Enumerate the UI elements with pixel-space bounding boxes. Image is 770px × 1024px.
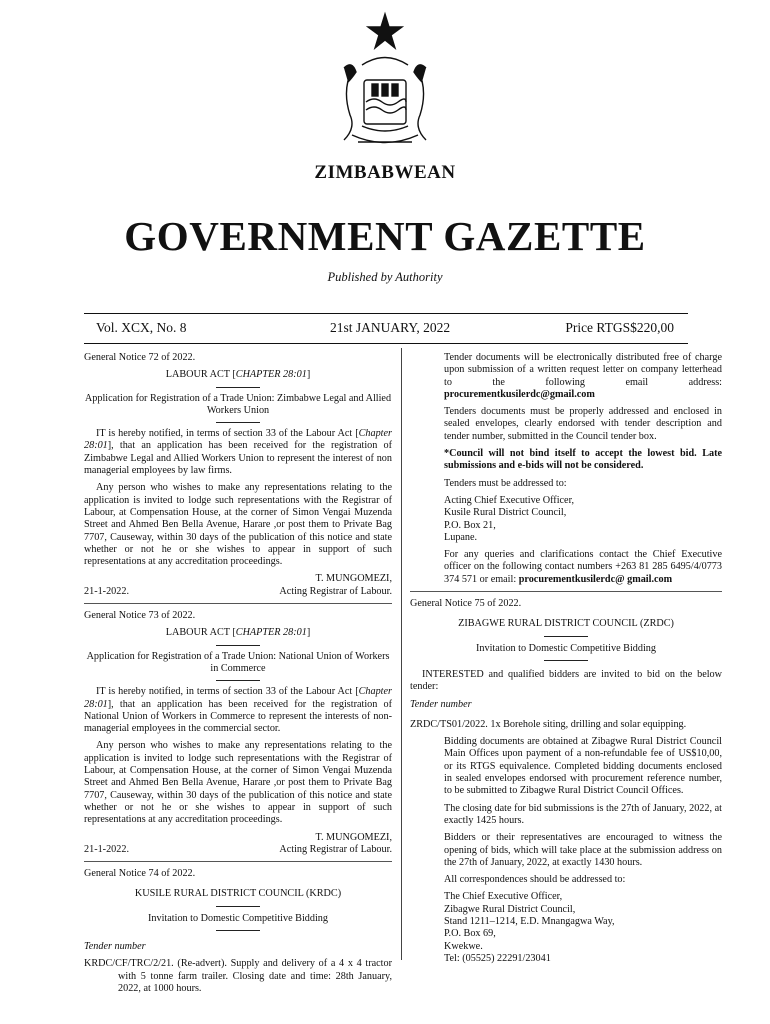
published-by-line: Published by Authority <box>327 270 443 284</box>
sign-title: Acting Registrar of Labour. <box>279 843 392 855</box>
right-column <box>410 352 722 970</box>
notice-74-part-1 <box>84 868 392 995</box>
address-line: Stand 1211–1214, E.D. Mnangagwa Way, <box>444 915 615 927</box>
act-suffix: ] <box>306 369 311 381</box>
left-column <box>84 352 392 1000</box>
council-name: KUSILE RURAL DISTRICT COUNCIL (KRDC) <box>134 888 342 900</box>
address-line: P.O. Box 21, <box>444 519 496 531</box>
masthead-rule-bottom <box>84 343 688 344</box>
invitation-title: Invitation to Domestic Competitive Bidding <box>476 642 656 654</box>
act-title <box>84 369 392 381</box>
notice-heading: General Notice 73 of 2022. <box>84 610 196 622</box>
address-line: P.O. Box 69, <box>444 928 496 940</box>
address-line: Zibagwe Rural District Council, <box>444 903 576 915</box>
para-chapter: Chapter 28:01 <box>84 428 392 452</box>
submission-paragraph: Tenders documents must be properly addressed and enclosed in sealed envelopes, clearly endorsed with tender description and tender number, submitted in the Council tender box. <box>444 406 722 442</box>
tender-item: KRDC/CF/TRC/2/21. (Re-advert). Supply and delivery of a 4 x 4 tractor with 5 tonne farm trailer. Closing date and time: 28th January, 2022, at 1000 hours. <box>84 958 392 994</box>
act-suffix: ] <box>306 627 311 639</box>
council-name: ZIBAGWE RURAL DISTRICT COUNCIL (ZRDC) <box>458 618 674 630</box>
act-prefix: LABOUR ACT [ <box>165 369 236 381</box>
notice-72 <box>84 352 392 598</box>
council-disclaimer: *Council will not bind itself to accept the lowest bid. Late submissions and e-bids will not be considered. <box>444 448 722 472</box>
address-intro: All correspondences should be addressed to: <box>444 874 626 886</box>
address-block <box>444 495 722 544</box>
address-line: Kwekwe. <box>444 940 483 952</box>
masthead-rule-top <box>84 313 688 314</box>
address-intro: Tenders must be addressed to: <box>444 477 567 489</box>
act-chapter: CHAPTER 28:01 <box>235 369 307 381</box>
para-chapter: Chapter 28:01 <box>84 686 392 710</box>
address-line: The Chief Executive Officer, <box>444 891 563 903</box>
short-rule <box>216 387 260 388</box>
notice-paragraph <box>84 686 392 735</box>
signatory-name: T. MUNGOMEZI, <box>315 573 392 585</box>
notice-73 <box>84 610 392 856</box>
queries-text: For any queries and clarifications contact the Chief Executive officer on the following contact numbers +263 81 285 6495/4/0773 374 571 or email: <box>444 549 722 585</box>
country-name: ZIMBABWEAN <box>314 162 456 183</box>
zimbabwe-coat-of-arms-icon <box>322 10 448 158</box>
short-rule <box>216 906 260 907</box>
short-rule <box>216 422 260 423</box>
queries-email: procurementkusilerdc@ gmail.com <box>518 573 673 585</box>
para-prefix: IT is hereby notified, in terms of section 33 of the Labour Act [ <box>96 686 359 698</box>
volume-number: Vol. XCX, No. 8 <box>96 320 187 335</box>
invitation-title: Invitation to Domestic Competitive Bidding <box>148 912 328 924</box>
tender-label: Tender number <box>84 940 146 952</box>
sign-date: 21-1-2022. <box>84 585 129 597</box>
notice-subject: Application for Registration of a Trade Union: National Union of Workers in Commerce <box>86 650 390 674</box>
address-line: Acting Chief Executive Officer, <box>444 494 575 506</box>
para-prefix: IT is hereby notified, in terms of section 33 of the Labour Act [ <box>96 428 359 440</box>
signature-row <box>84 586 392 598</box>
tender-docs-paragraph <box>444 352 722 401</box>
tender-item: ZRDC/TS01/2022. 1x Borehole siting, drilling and solar equipping. <box>410 718 687 730</box>
notice-heading: General Notice 72 of 2022. <box>84 352 196 363</box>
notice-subject: Application for Registration of a Trade Union: Zimbabwe Legal and Allied Workers Union <box>84 392 392 416</box>
notice-paragraph: Any person who wishes to make any representations relating to the application is invited to lodge such representations with the Registrar of Labour, at Compensation House, at the corner of Simon Vengai Muzenda Street and Ahmed Ben Bella Avenue, Harare ,or post them to Private Bag 7707, Causeway, within 30 days of the publication of this notice and state whether or not he or she wishes to appear in support of such representations at any accreditation proceedings. <box>84 482 392 568</box>
para-rest: ], that an application has been received for the registration of National Union of Workers in Commerce to represent the interests of non-managerial employees in the commercial sector. <box>84 698 392 735</box>
notice-heading: General Notice 75 of 2022. <box>410 598 522 610</box>
notice-separator <box>84 861 392 862</box>
notice-paragraph <box>84 428 392 477</box>
contact-email: procurementkusilerdc@gmail.com <box>444 388 595 400</box>
issue-date: 21st JANUARY, 2022 <box>330 320 451 335</box>
address-line: Tel: (05525) 22291/23041 <box>444 952 551 964</box>
short-rule <box>216 930 260 931</box>
short-rule <box>544 660 588 661</box>
notice-74-part-2 <box>410 352 722 586</box>
column-divider <box>401 348 402 960</box>
act-chapter: CHAPTER 28:01 <box>235 627 307 639</box>
sign-title: Acting Registrar of Labour. <box>279 585 392 597</box>
closing-date-paragraph: The closing date for bid submissions is the 27th of January, 2022, at exactly 1425 hours. <box>444 802 722 826</box>
issue-price: Price RTGS$220,00 <box>565 320 674 335</box>
address-block <box>444 891 722 965</box>
tender-label: Tender number <box>410 698 472 710</box>
notice-separator <box>84 603 392 604</box>
sign-date: 21-1-2022. <box>84 843 129 855</box>
notice-75 <box>410 598 722 965</box>
notice-heading: General Notice 74 of 2022. <box>84 868 196 880</box>
notice-paragraph: Any person who wishes to make any representations relating to the application is invited to lodge such representations with the Registrar of Labour, at Compensation House, at the corner of Simon Vengai Muzenda Street and Ahmed Ben Bella Avenue, Harare ,or post them to Private Bag 7707, Causeway, within 30 days of the publication of this notice and state whether or not he or she wishes to appear in support of such representations at any accreditation proceedings. <box>84 740 392 826</box>
intro-paragraph: INTERESTED and qualified bidders are invited to bid on the below tender: <box>410 668 722 693</box>
address-line: Lupane. <box>444 531 478 543</box>
signatory-name: T. MUNGOMEZI, <box>315 831 392 843</box>
act-prefix: LABOUR ACT [ <box>165 627 236 639</box>
docs-text: Tender documents will be electronically distributed free of charge upon submission of a written request letter on company letterhead to the following email address: <box>444 352 722 388</box>
tender-details <box>410 736 722 965</box>
short-rule <box>216 645 260 646</box>
para-rest: ], that an application has been received for the registration of Zimbabwe Legal and Allied Workers Union to represent the interest of non managerial employees by law firms. <box>84 440 392 477</box>
notice-separator <box>410 591 722 592</box>
bid-opening-paragraph: Bidders or their representatives are encouraged to witness the opening of bids, which will take place at the submission address on the 27th of January, 2022, at exactly 1430 hours. <box>444 832 722 868</box>
gazette-title: GOVERNMENT GAZETTE <box>124 213 646 259</box>
signature-row <box>84 844 392 856</box>
queries-paragraph <box>444 549 722 586</box>
address-line: Kusile Rural District Council, <box>444 507 567 519</box>
act-title <box>84 627 392 639</box>
short-rule <box>544 636 588 637</box>
short-rule <box>216 680 260 681</box>
bidding-docs-paragraph: Bidding documents are obtained at Zibagwe Rural District Council Main Offices upon payment of a non-refundable fee of US$10,00, or its RTGS equivalence. Completed bidding documents enclosed in sealed envelopes endorsed with procurement reference number, to be submitted to Zibagwe Rural District Council Offices. <box>444 736 722 797</box>
